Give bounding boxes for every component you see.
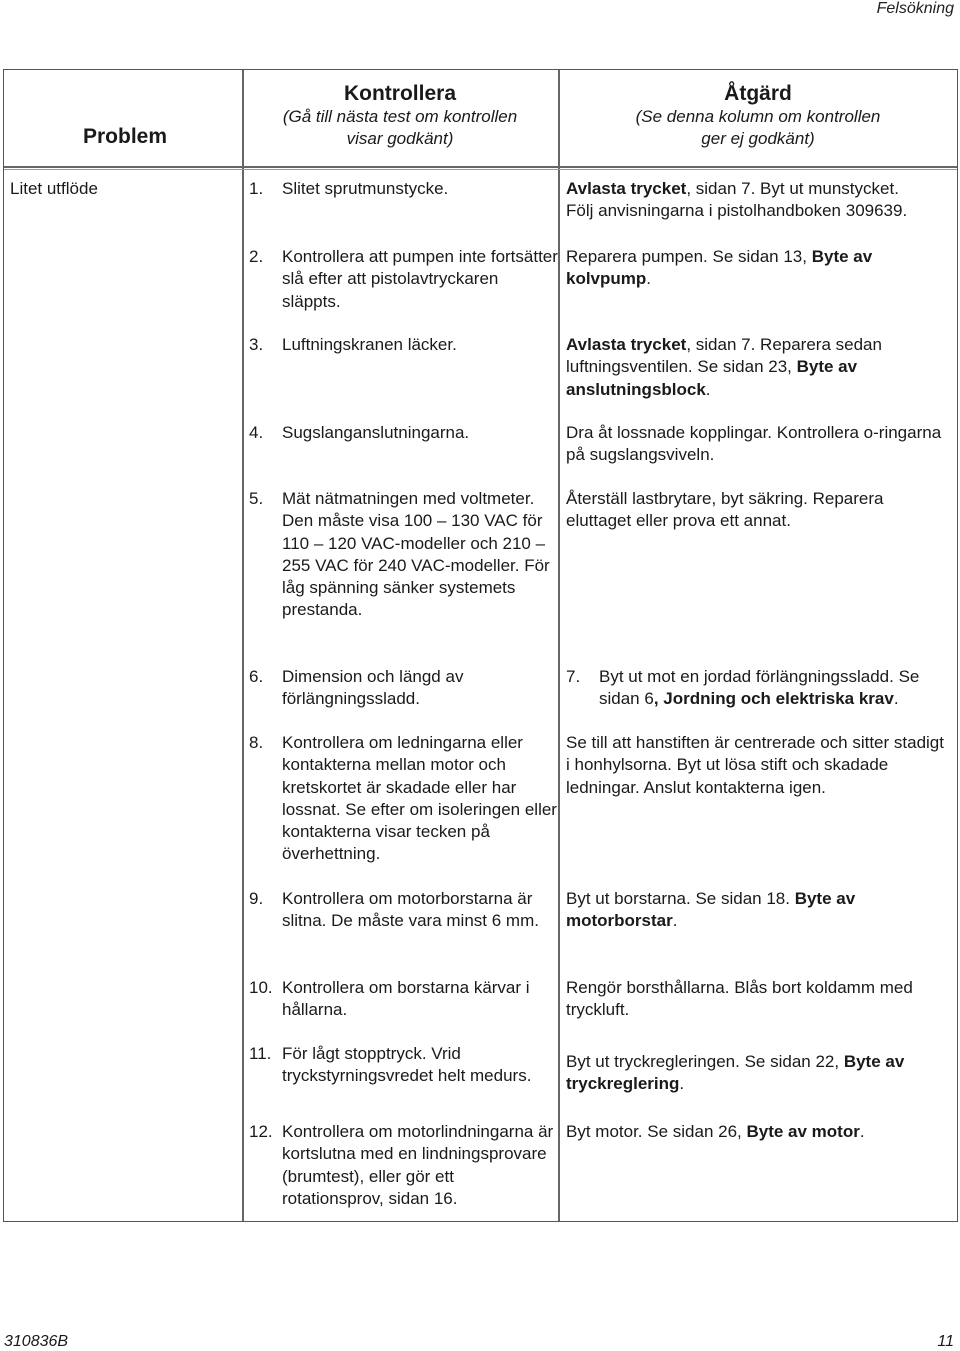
action-cell bbox=[566, 334, 946, 401]
action-text-part: . bbox=[859, 1122, 865, 1141]
header-action-sub: ger ej godkänt) bbox=[701, 129, 815, 148]
action-ref-bold: Byte av kolvpump bbox=[566, 247, 873, 289]
header-check-sub: visar godkänt) bbox=[346, 129, 454, 148]
troubleshooting-table bbox=[3, 69, 958, 1222]
check-number: 12. bbox=[249, 1122, 273, 1141]
header-action-sub: (Se denna kolumn om kontrollen bbox=[635, 107, 881, 126]
action-text-part: . bbox=[705, 379, 711, 399]
check-cell bbox=[249, 888, 559, 933]
header-rule bbox=[4, 169, 957, 170]
action-cell bbox=[566, 977, 946, 1022]
check-text: Slitet sprutmunstycke. bbox=[282, 179, 449, 198]
check-text: Kontrollera om motorlindningarna är kortslutna med en lindningsprovare (brumtest), eller gör ett rotationsprov, sidan 16. bbox=[282, 1122, 554, 1208]
header-action bbox=[558, 82, 958, 150]
check-text: Mät nätmatningen med voltmeter. Den måste visa 100 – 130 VAC för 110 – 120 VAC-modeller och 210 – 255 VAC för 240 VAC-modeller. För låg spänning sänker systemets prestanda. bbox=[282, 489, 550, 620]
check-text: För lågt stopptryck. Vrid tryckstyrningsvredet helt medurs. bbox=[282, 1044, 532, 1086]
check-number: 11. bbox=[249, 1044, 272, 1063]
action-ref-bold: Avlasta trycket bbox=[566, 179, 687, 198]
action-cell bbox=[566, 246, 946, 291]
check-number: 10. bbox=[249, 978, 273, 997]
section-title: Felsökning bbox=[876, 0, 954, 17]
action-ref-bold: Byte av tryckreglering bbox=[566, 1052, 905, 1094]
action-text-part: , sidan 7. Byt ut munstycket. bbox=[686, 179, 899, 198]
check-number: 3. bbox=[249, 335, 264, 354]
check-text: Sugslanganslutningarna. bbox=[282, 423, 470, 442]
check-text: Luftningskranen läcker. bbox=[282, 335, 457, 354]
check-cell bbox=[249, 1043, 559, 1088]
action-text-part: . bbox=[646, 269, 652, 289]
action-ref-bold: Avlasta trycket bbox=[566, 335, 687, 354]
header-action-title: Åtgärd bbox=[724, 82, 792, 105]
action-text-part: Byt ut mot en jordad förlängningssladd. Se sidan 6 bbox=[599, 667, 920, 709]
check-number: 2. bbox=[249, 247, 264, 266]
header-check-title: Kontrollera bbox=[343, 82, 456, 105]
check-text: Kontrollera om motorborstarna är slitna. De måste vara minst 6 mm. bbox=[282, 889, 539, 931]
check-text: Dimension och längd av förlängningssladd. bbox=[282, 667, 464, 709]
check-cell bbox=[249, 977, 559, 1022]
action-number: 7. bbox=[566, 667, 581, 686]
action-text-part: Rengör borsthållarna. Blås bort koldamm med tryckluft. bbox=[566, 978, 913, 1020]
page-number: 11 bbox=[937, 1333, 954, 1350]
action-text-part: Dra åt lossnade kopplingar. Kontrollera o-ringarna på sugslangsviveln. bbox=[566, 423, 942, 465]
action-cell bbox=[566, 178, 946, 223]
action-ref-bold: Byte av motor bbox=[746, 1122, 860, 1141]
action-cell bbox=[566, 888, 946, 933]
check-text: Kontrollera om ledningarna eller kontakterna mellan motor och kretskortet är skadade eller har lossnat. Se efter om isoleringen eller kontakterna visar tecken på överhettning. bbox=[282, 733, 557, 864]
check-cell bbox=[249, 178, 559, 200]
check-number: 1. bbox=[249, 179, 264, 198]
action-ref-bold: Byte av anslutningsblock bbox=[566, 357, 858, 399]
header-check-sub: (Gå till nästa test om kontrollen bbox=[282, 107, 518, 126]
action-text-part: Följ anvisningarna i pistolhandboken 309639. bbox=[566, 201, 908, 221]
check-cell bbox=[249, 732, 559, 866]
check-number: 6. bbox=[249, 667, 264, 686]
action-text-part: Reparera pumpen. Se sidan 13, bbox=[566, 247, 812, 266]
check-number: 8. bbox=[249, 733, 264, 752]
check-cell bbox=[249, 1121, 559, 1210]
action-text-part: . bbox=[672, 911, 678, 931]
action-text-part: Se till att hanstiften är centrerade och sitter stadigt i honhylsorna. Byt ut lösa stift och skadade ledningar. Anslut kontakterna igen. bbox=[566, 733, 944, 797]
action-cell bbox=[566, 488, 946, 533]
action-text-part: . bbox=[893, 689, 899, 709]
check-number: 5. bbox=[249, 489, 264, 508]
problem-cell: Litet utflöde bbox=[10, 179, 98, 198]
action-text-part: Byt motor. Se sidan 26, bbox=[566, 1122, 747, 1141]
action-cell bbox=[566, 1121, 946, 1143]
action-text-part: Återställ lastbrytare, byt säkring. Reparera eluttaget eller prova ett annat. bbox=[566, 489, 884, 531]
header-check bbox=[242, 82, 558, 150]
action-cell bbox=[566, 1051, 946, 1096]
action-text-part: Byt ut borstarna. Se sidan 18. bbox=[566, 889, 795, 908]
check-cell bbox=[249, 666, 559, 711]
action-cell bbox=[566, 666, 946, 711]
header-rule bbox=[4, 166, 957, 168]
check-text: Kontrollera att pumpen inte fortsätter slå efter att pistolavtryckaren släppts. bbox=[282, 247, 558, 311]
action-text-part: , sidan 7. Reparera sedan luftningsventilen. Se sidan 23, bbox=[566, 335, 882, 377]
check-cell bbox=[249, 334, 559, 356]
action-cell bbox=[566, 732, 946, 799]
check-text: Kontrollera om borstarna kärvar i hållarna. bbox=[282, 978, 530, 1020]
check-cell bbox=[249, 488, 559, 622]
document-number: 310836B bbox=[4, 1333, 69, 1350]
header-problem: Problem bbox=[82, 125, 168, 148]
action-cell bbox=[566, 422, 946, 467]
check-number: 9. bbox=[249, 889, 264, 908]
action-ref-bold: Byte av motorborstar bbox=[566, 889, 856, 931]
check-cell bbox=[249, 422, 559, 444]
action-text-part: Byt ut tryckregleringen. Se sidan 22, bbox=[566, 1052, 844, 1071]
action-text bbox=[599, 666, 946, 711]
column-divider bbox=[242, 70, 244, 1221]
action-text-part: . bbox=[679, 1074, 685, 1094]
action-ref-bold: , Jordning och elektriska krav bbox=[653, 689, 894, 709]
check-number: 4. bbox=[249, 423, 264, 442]
check-cell bbox=[249, 246, 559, 313]
